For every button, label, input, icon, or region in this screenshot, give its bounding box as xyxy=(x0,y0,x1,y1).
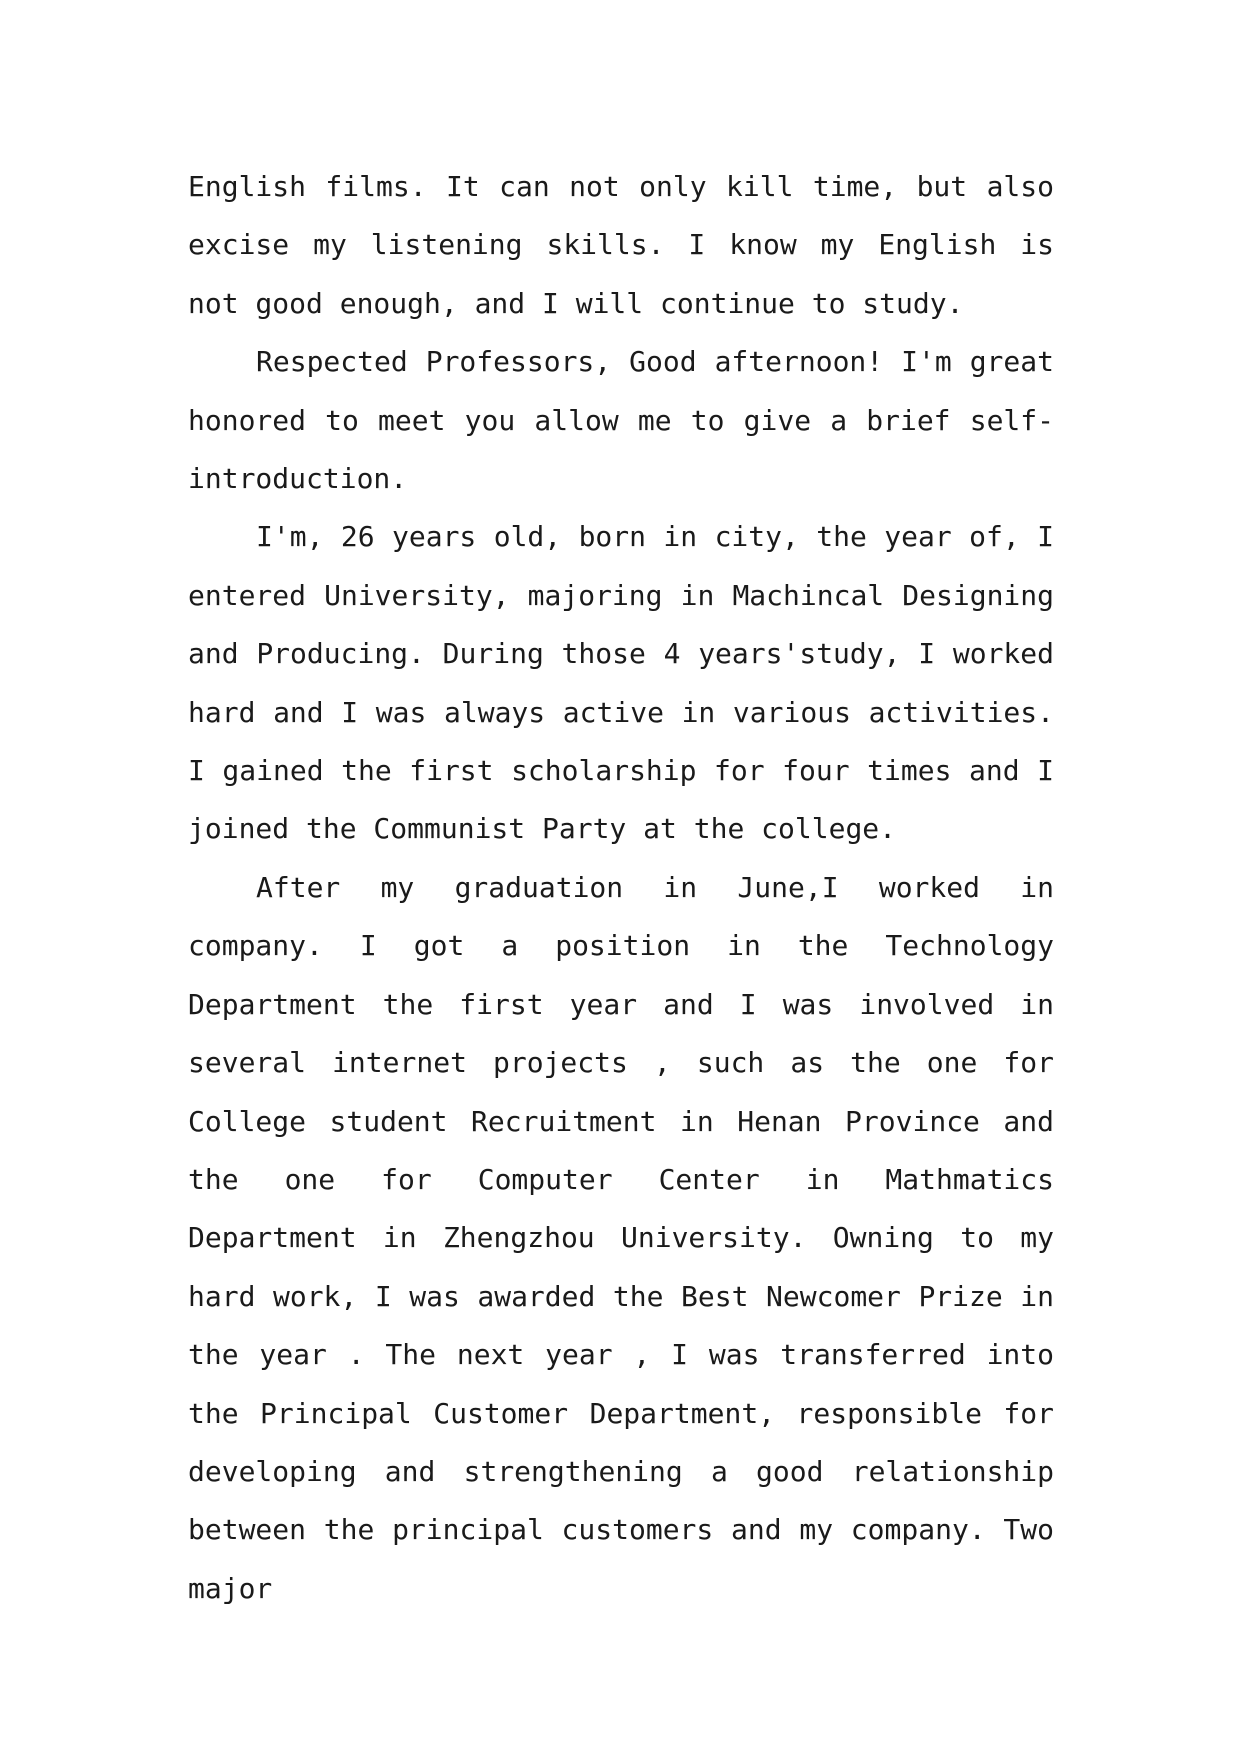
document-body xyxy=(188,158,1054,1618)
paragraph-education: I'm, 26 years old, born in city, the year of, I entered University, majoring in Machincal Designing and Producing. During those 4 years'study, I worked hard and I was always active in various activities. I gained the first scholarship for four times and I joined the Communist Party at the college. xyxy=(188,520,1054,846)
paragraph-work-experience: After my graduation in June,I worked in company. I got a position in the Technology Department the first year and I was involved in several internet projects , such as the one for College student Recruitment in Henan Province and the one for Computer Center in Mathmatics Department in Zhengzhou University. Owning to my hard work, I was awarded the Best Newcomer Prize in the year . The next year , I was transferred into the Principal Customer Department, responsible for developing and strengthening a good relationship between the principal customers and my company. Two major xyxy=(188,870,1054,1605)
paragraph-films: English films. It can not only kill time, but also excise my listening skills. I know my English is not good enough, and I will continue to study. xyxy=(188,170,1054,320)
paragraph-greeting: Respected Professors, Good afternoon! I'm great honored to meet you allow me to give a brief self-introduction. xyxy=(188,345,1054,496)
